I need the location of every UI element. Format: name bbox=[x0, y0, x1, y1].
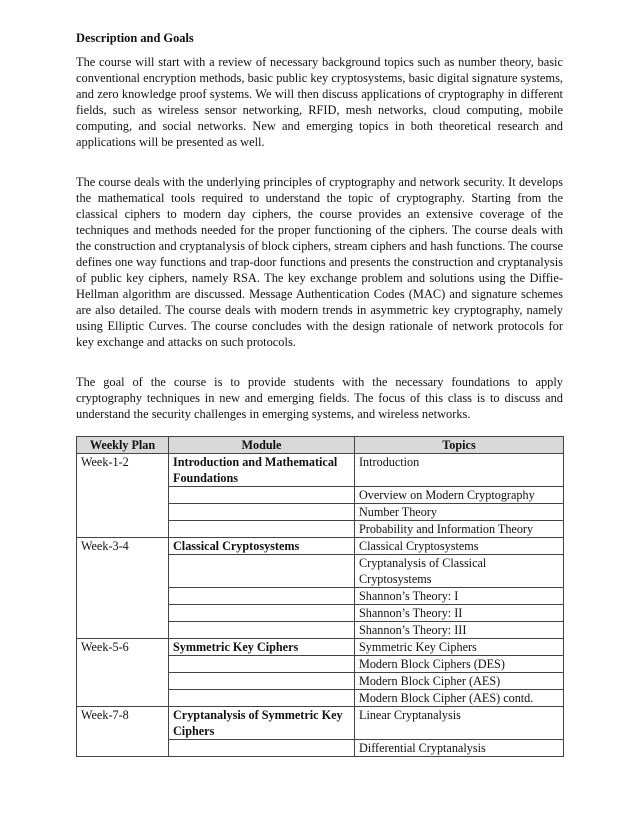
paragraph-goal: The goal of the course is to provide students with the necessary foundations to apply cryptography techniques in new and emerging fields. The focus of this class is to discuss and understand the security challenges in emerging systems, and wireless networks. bbox=[76, 375, 563, 421]
cell-week bbox=[77, 673, 169, 690]
table-body bbox=[77, 454, 564, 757]
cell-topic: Overview on Modern Cryptography bbox=[355, 487, 564, 504]
cell-module: Cryptanalysis of Symmetric Key Ciphers bbox=[169, 707, 355, 740]
cell-module: Introduction and Mathematical Foundations bbox=[169, 454, 355, 487]
table-row bbox=[77, 588, 564, 605]
cell-module bbox=[169, 690, 355, 707]
table-row bbox=[77, 538, 564, 555]
cell-topic: Shannon’s Theory: III bbox=[355, 622, 564, 639]
document-page bbox=[76, 30, 563, 757]
table-row bbox=[77, 707, 564, 740]
cell-week: Week-5-6 bbox=[77, 639, 169, 656]
table-row bbox=[77, 555, 564, 588]
table-row bbox=[77, 690, 564, 707]
cell-topic: Introduction bbox=[355, 454, 564, 487]
cell-topic: Symmetric Key Ciphers bbox=[355, 639, 564, 656]
header-module: Module bbox=[169, 437, 355, 454]
cell-week bbox=[77, 521, 169, 538]
section-heading: Description and Goals bbox=[76, 31, 194, 45]
cell-topic: Shannon’s Theory: I bbox=[355, 588, 564, 605]
cell-week: Week-7-8 bbox=[77, 707, 169, 740]
cell-module bbox=[169, 740, 355, 757]
weekly-plan-table bbox=[76, 436, 564, 757]
cell-week: Week-1-2 bbox=[77, 454, 169, 487]
cell-week bbox=[77, 588, 169, 605]
cell-module bbox=[169, 504, 355, 521]
paragraph-overview: The course will start with a review of necessary background topics such as number theory, basic conventional encryption methods, basic public key cryptosystems, basic digital signature systems, and zero knowledge proof systems. We will then discuss applications of cryptography in different fields, such as wireless sensor networking, RFID, mesh networks, cloud computing, mobile computing, and social networks. New and emerging topics in both theoretical research and applications will be presented as well. bbox=[76, 55, 563, 149]
cell-topic: Number Theory bbox=[355, 504, 564, 521]
table-row bbox=[77, 454, 564, 487]
cell-module bbox=[169, 588, 355, 605]
cell-topic: Shannon’s Theory: II bbox=[355, 605, 564, 622]
cell-topic: Cryptanalysis of Classical Cryptosystems bbox=[355, 555, 564, 588]
cell-module bbox=[169, 656, 355, 673]
paragraph-principles: The course deals with the underlying principles of cryptography and network security. It develops the mathematical tools required to understand the topic of cryptography. Starting from the classical ciphers to modern day ciphers, the course provides an extensive coverage of the techniques and methods needed for the proper functioning of the ciphers. The course deals with the construction and cryptanalysis of block ciphers, stream ciphers and hash functions. The course defines one way functions and trap-door functions and presents the construction and cryptanalysis of public key ciphers, namely RSA. The key exchange problem and solutions using the Diffie-Hellman algorithm are discussed. Message Authentication Codes (MAC) and signature schemes are also detailed. The course deals with modern trends in asymmetric key cryptography, namely using Elliptic Curves. The course concludes with the design rationale of network protocols for key exchange and attacks on such protocols. bbox=[76, 175, 563, 349]
cell-module bbox=[169, 555, 355, 588]
cell-topic: Linear Cryptanalysis bbox=[355, 707, 564, 740]
table-header-row bbox=[77, 437, 564, 454]
cell-topic: Modern Block Cipher (AES) bbox=[355, 673, 564, 690]
cell-topic: Modern Block Ciphers (DES) bbox=[355, 656, 564, 673]
cell-module bbox=[169, 521, 355, 538]
table-row bbox=[77, 740, 564, 757]
table-row bbox=[77, 656, 564, 673]
cell-week bbox=[77, 555, 169, 588]
cell-module bbox=[169, 622, 355, 639]
cell-topic: Modern Block Cipher (AES) contd. bbox=[355, 690, 564, 707]
table-row bbox=[77, 521, 564, 538]
cell-topic: Differential Cryptanalysis bbox=[355, 740, 564, 757]
cell-module: Symmetric Key Ciphers bbox=[169, 639, 355, 656]
table-row bbox=[77, 673, 564, 690]
cell-week bbox=[77, 740, 169, 757]
header-topics: Topics bbox=[355, 437, 564, 454]
table-row bbox=[77, 487, 564, 504]
cell-week bbox=[77, 487, 169, 504]
cell-week bbox=[77, 504, 169, 521]
table-row bbox=[77, 605, 564, 622]
cell-week bbox=[77, 605, 169, 622]
cell-topic: Probability and Information Theory bbox=[355, 521, 564, 538]
table-row bbox=[77, 639, 564, 656]
table-row bbox=[77, 504, 564, 521]
cell-module bbox=[169, 487, 355, 504]
cell-module: Classical Cryptosystems bbox=[169, 538, 355, 555]
cell-topic: Classical Cryptosystems bbox=[355, 538, 564, 555]
cell-week: Week-3-4 bbox=[77, 538, 169, 555]
header-weekly-plan: Weekly Plan bbox=[77, 437, 169, 454]
table-row bbox=[77, 622, 564, 639]
cell-week bbox=[77, 656, 169, 673]
cell-week bbox=[77, 622, 169, 639]
cell-module bbox=[169, 673, 355, 690]
cell-week bbox=[77, 690, 169, 707]
cell-module bbox=[169, 605, 355, 622]
